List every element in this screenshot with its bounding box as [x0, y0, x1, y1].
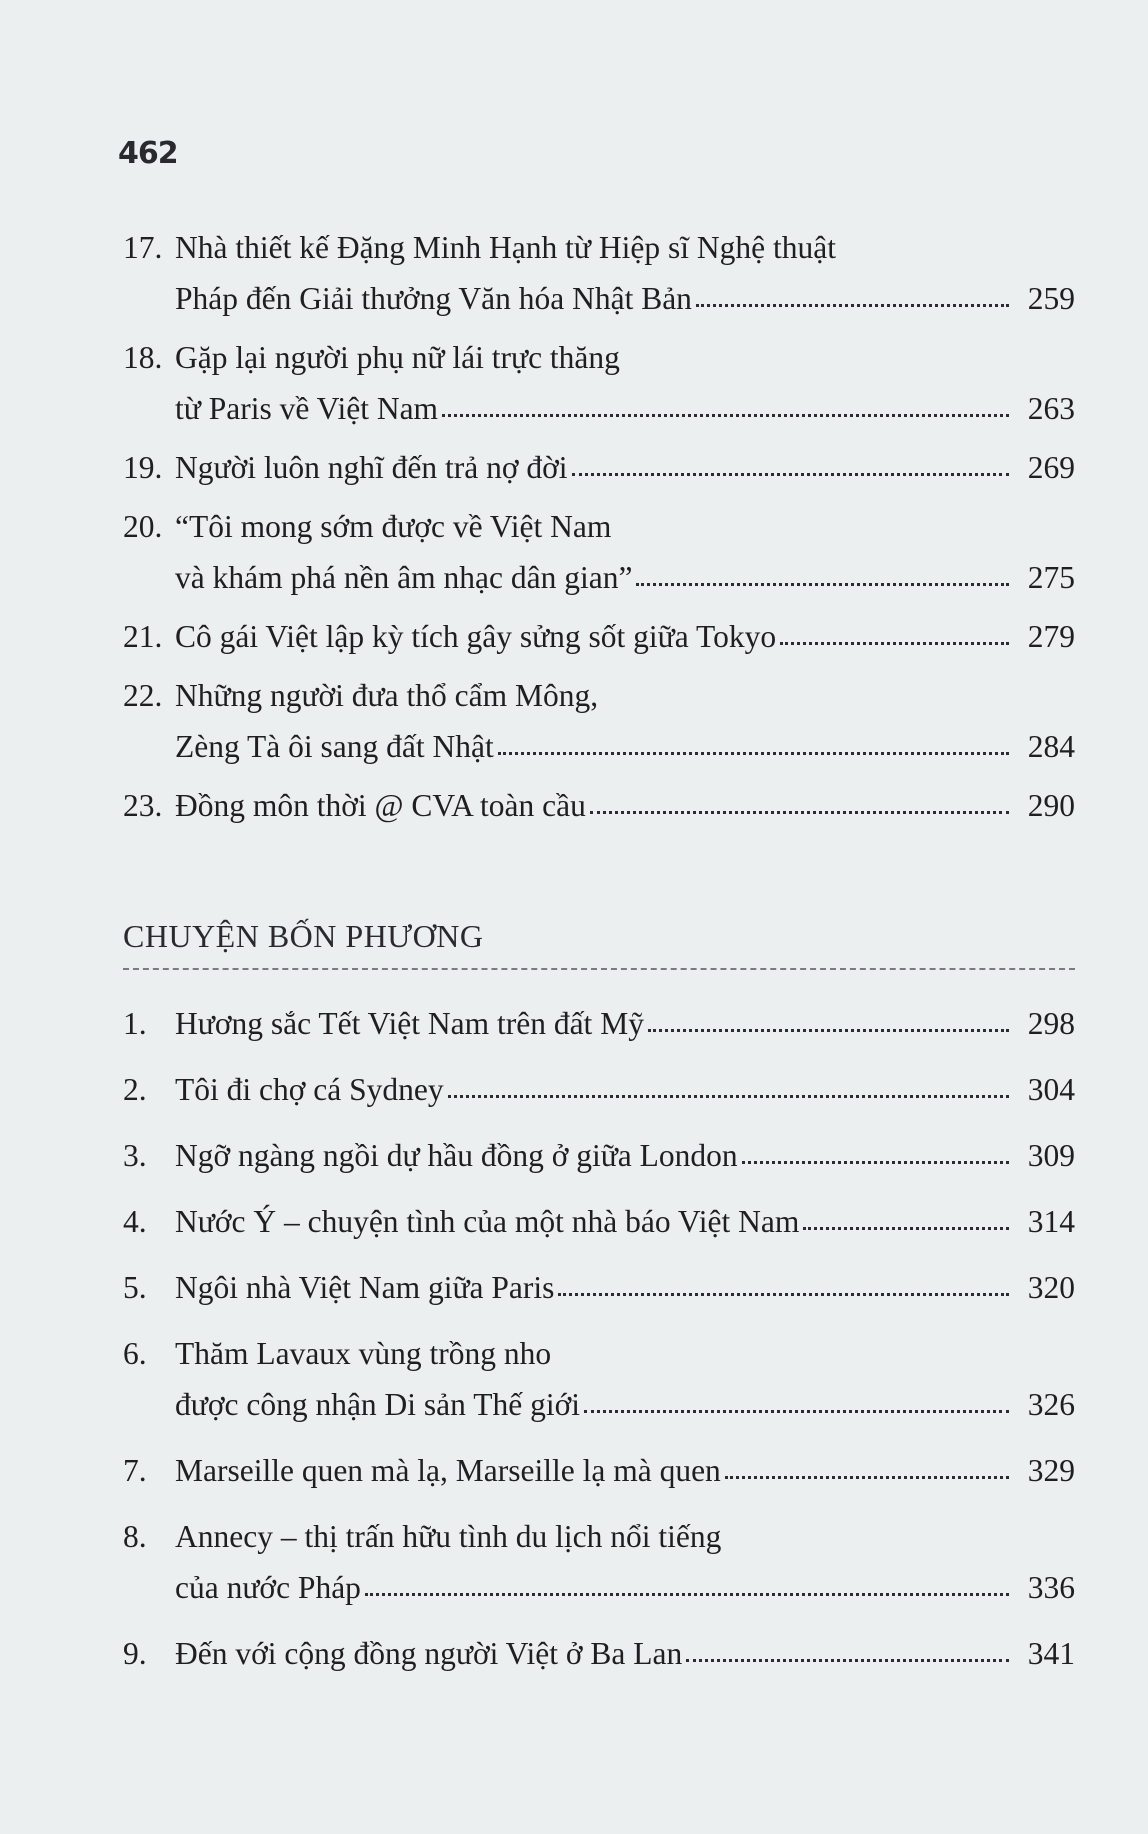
toc-entry	[123, 611, 1075, 662]
toc-entry	[123, 998, 1075, 1049]
toc-entry-page: 336	[1027, 1570, 1075, 1605]
dot-leader	[636, 583, 1009, 586]
toc-entry-title: Annecy – thị trấn hữu tình du lịch nổi tiếng	[175, 1519, 722, 1554]
toc-entry-number: 21.	[123, 619, 163, 654]
toc-entry-title: được công nhận Di sản Thế giới	[175, 1387, 580, 1422]
toc-entry-page: 290	[1027, 788, 1075, 823]
toc-entry-title: từ Paris về Việt Nam	[175, 391, 439, 426]
toc-entry	[123, 1328, 1075, 1430]
toc-entry-title: Tôi đi chợ cá Sydney	[175, 1072, 444, 1107]
toc-entry	[123, 501, 1075, 603]
toc-entry-title: Cô gái Việt lập kỳ tích gây sửng sốt giữa Tokyo	[175, 619, 777, 654]
toc-entry-title: Nhà thiết kế Đặng Minh Hạnh từ Hiệp sĩ Nghệ thuật	[175, 230, 836, 265]
page-number: 462	[118, 136, 178, 171]
toc-entry-page: 320	[1027, 1270, 1075, 1305]
dot-leader	[696, 304, 1009, 307]
dot-leader	[572, 473, 1009, 476]
toc-entry	[123, 1064, 1075, 1115]
toc-entry-title: của nước Pháp	[175, 1570, 361, 1605]
section-divider	[123, 968, 1075, 970]
toc-entry-page: 341	[1027, 1636, 1075, 1671]
toc-entry-number: 9.	[123, 1636, 147, 1671]
toc-entry-title: Đến với cộng đồng người Việt ở Ba Lan	[175, 1636, 683, 1671]
toc-entry-title: Pháp đến Giải thưởng Văn hóa Nhật Bản	[175, 281, 692, 316]
toc-entry-number: 17.	[123, 230, 163, 265]
toc-entry-number: 23.	[123, 788, 163, 823]
dot-leader	[590, 811, 1009, 814]
toc-entry-page: 279	[1027, 619, 1075, 654]
toc-entry-title: Người luôn nghĩ đến trả nợ đời	[175, 450, 568, 485]
toc-entry-number: 6.	[123, 1336, 147, 1371]
dot-leader	[448, 1095, 1009, 1098]
toc-entry	[123, 1628, 1075, 1679]
toc-entry-page: 259	[1027, 281, 1075, 316]
toc-entry-number: 5.	[123, 1270, 147, 1305]
dot-leader	[558, 1293, 1009, 1296]
toc-list-bottom	[123, 998, 1075, 1679]
toc-entry-title: và khám phá nền âm nhạc dân gian”	[175, 560, 633, 595]
toc-entry-title: Ngôi nhà Việt Nam giữa Paris	[175, 1270, 555, 1305]
toc-entry-page: 326	[1027, 1387, 1075, 1422]
toc-entry-title: Zèng Tà ôi sang đất Nhật	[175, 729, 494, 764]
toc-entry-title: Thăm Lavaux vùng trồng nho	[175, 1336, 552, 1371]
toc-entry-title: Marseille quen mà lạ, Marseille lạ mà quen	[175, 1453, 721, 1488]
toc-entry-page: 309	[1027, 1138, 1075, 1173]
toc-entry	[123, 1262, 1075, 1313]
toc-entry-number: 18.	[123, 340, 163, 375]
toc-entry	[123, 780, 1075, 831]
toc-entry	[123, 222, 1075, 324]
toc-entry	[123, 1196, 1075, 1247]
dot-leader	[584, 1410, 1009, 1413]
toc-entry-page: 263	[1027, 391, 1075, 426]
toc-list-top	[123, 222, 1075, 831]
toc-entry	[123, 332, 1075, 434]
dot-leader	[648, 1029, 1009, 1032]
toc-entry-page: 298	[1027, 1006, 1075, 1041]
toc-entry-page: 284	[1027, 729, 1075, 764]
dot-leader	[365, 1593, 1009, 1596]
dot-leader	[725, 1476, 1009, 1479]
dot-leader	[742, 1161, 1009, 1164]
dot-leader	[686, 1659, 1009, 1662]
section-heading: CHUYỆN BỐN PHƯƠNG	[123, 918, 484, 954]
toc-entry-number: 1.	[123, 1006, 147, 1041]
toc-entry-number: 8.	[123, 1519, 147, 1554]
dot-leader	[780, 642, 1009, 645]
toc-entry	[123, 1445, 1075, 1496]
toc-entry-number: 19.	[123, 450, 163, 485]
toc-entry-title: Gặp lại người phụ nữ lái trực thăng	[175, 340, 620, 375]
toc-entry	[123, 1130, 1075, 1181]
toc-entry	[123, 442, 1075, 493]
toc-entry-title: Những người đưa thổ cẩm Mông,	[175, 678, 599, 713]
dot-leader	[803, 1227, 1009, 1230]
toc-entry-title: Nước Ý – chuyện tình của một nhà báo Việt Nam	[175, 1204, 800, 1239]
toc-entry-number: 7.	[123, 1453, 147, 1488]
toc-entry-page: 304	[1027, 1072, 1075, 1107]
toc-entry	[123, 1511, 1075, 1613]
toc-entry-page: 275	[1027, 560, 1075, 595]
toc-entry-page: 314	[1027, 1204, 1075, 1239]
toc-entry-title: Đồng môn thời @ CVA toàn cầu	[175, 788, 586, 823]
dot-leader	[498, 752, 1009, 755]
toc-entry-page: 269	[1027, 450, 1075, 485]
toc-entry-number: 4.	[123, 1204, 147, 1239]
toc-entry-number: 20.	[123, 509, 163, 544]
toc-entry-title: Ngỡ ngàng ngồi dự hầu đồng ở giữa London	[175, 1138, 738, 1173]
toc-entry	[123, 670, 1075, 772]
dot-leader	[442, 414, 1009, 417]
toc-entry-number: 2.	[123, 1072, 147, 1107]
toc-entry-number: 22.	[123, 678, 163, 713]
toc-entry-title: “Tôi mong sớm được về Việt Nam	[175, 509, 612, 544]
toc-entry-number: 3.	[123, 1138, 147, 1173]
toc-entry-title: Hương sắc Tết Việt Nam trên đất Mỹ	[175, 1006, 644, 1041]
toc-entry-page: 329	[1027, 1453, 1075, 1488]
